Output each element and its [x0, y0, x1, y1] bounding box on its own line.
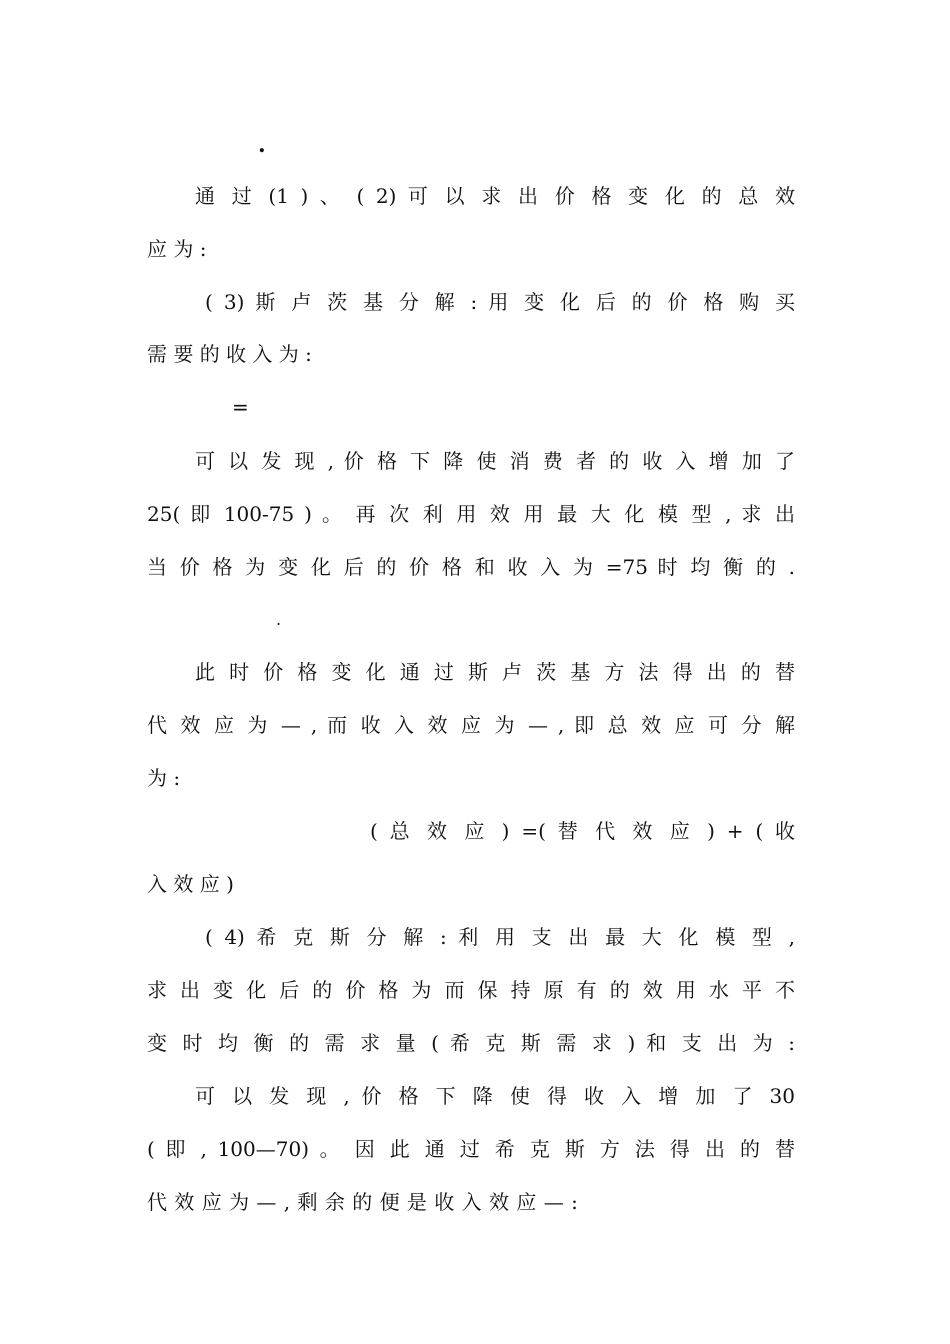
- equals-sign: =: [232, 395, 249, 419]
- text-line-4: 需 要 的 收 入 为 :: [147, 342, 312, 366]
- text-line-7: 当 价 格 为 变 化 后 的 价 格 和 收 入 为 =75 时 均 衡 的 .: [147, 555, 795, 579]
- text-line-9: 代 效 应 为 — , 而 收 入 效 应 为 — , 即 总 效 应 可 分 解: [147, 713, 795, 737]
- text-line-6: 25( 即 100-75 ) 。 再 次 利 用 效 用 最 大 化 模 型 , 求 出: [147, 502, 795, 526]
- stray-dot-middle: .: [276, 610, 282, 629]
- text-line-18: 代 效 应 为 — , 剩 余 的 便 是 收 入 效 应 — :: [147, 1190, 579, 1214]
- text-line-2: 应 为 :: [147, 237, 207, 261]
- text-line-1: 通 过 (1 ) 、 ( 2) 可 以 求 出 价 格 变 化 的 总 效: [195, 184, 795, 208]
- text-line-13: ( 4) 希 克 斯 分 解 : 利 用 支 出 最 大 化 模 型 ,: [205, 925, 795, 949]
- text-line-8: 此 时 价 格 变 化 通 过 斯 卢 茨 基 方 法 得 出 的 替: [195, 660, 795, 684]
- text-line-16: 可 以 发 现 , 价 格 下 降 使 得 收 入 增 加 了 30: [195, 1084, 795, 1108]
- text-line-3: ( 3) 斯 卢 茨 基 分 解 : 用 变 化 后 的 价 格 购 买: [205, 290, 795, 314]
- text-line-14: 求 出 变 化 后 的 价 格 为 而 保 持 原 有 的 效 用 水 平 不: [147, 978, 795, 1002]
- text-line-11: ( 总 效 应 ) =( 替 代 效 应 ) + ( 收: [370, 819, 795, 843]
- text-line-10: 为 :: [147, 766, 181, 790]
- text-line-5: 可 以 发 现 , 价 格 下 降 使 消 费 者 的 收 入 增 加 了: [195, 449, 795, 473]
- stray-dot-top: .: [258, 132, 266, 158]
- text-line-12: 入 效 应 ): [147, 872, 234, 896]
- text-line-17: ( 即 , 100—70) 。 因 此 通 过 希 克 斯 方 法 得 出 的 替: [147, 1137, 795, 1161]
- text-line-15: 变 时 均 衡 的 需 求 量 ( 希 克 斯 需 求 ) 和 支 出 为 :: [147, 1031, 795, 1055]
